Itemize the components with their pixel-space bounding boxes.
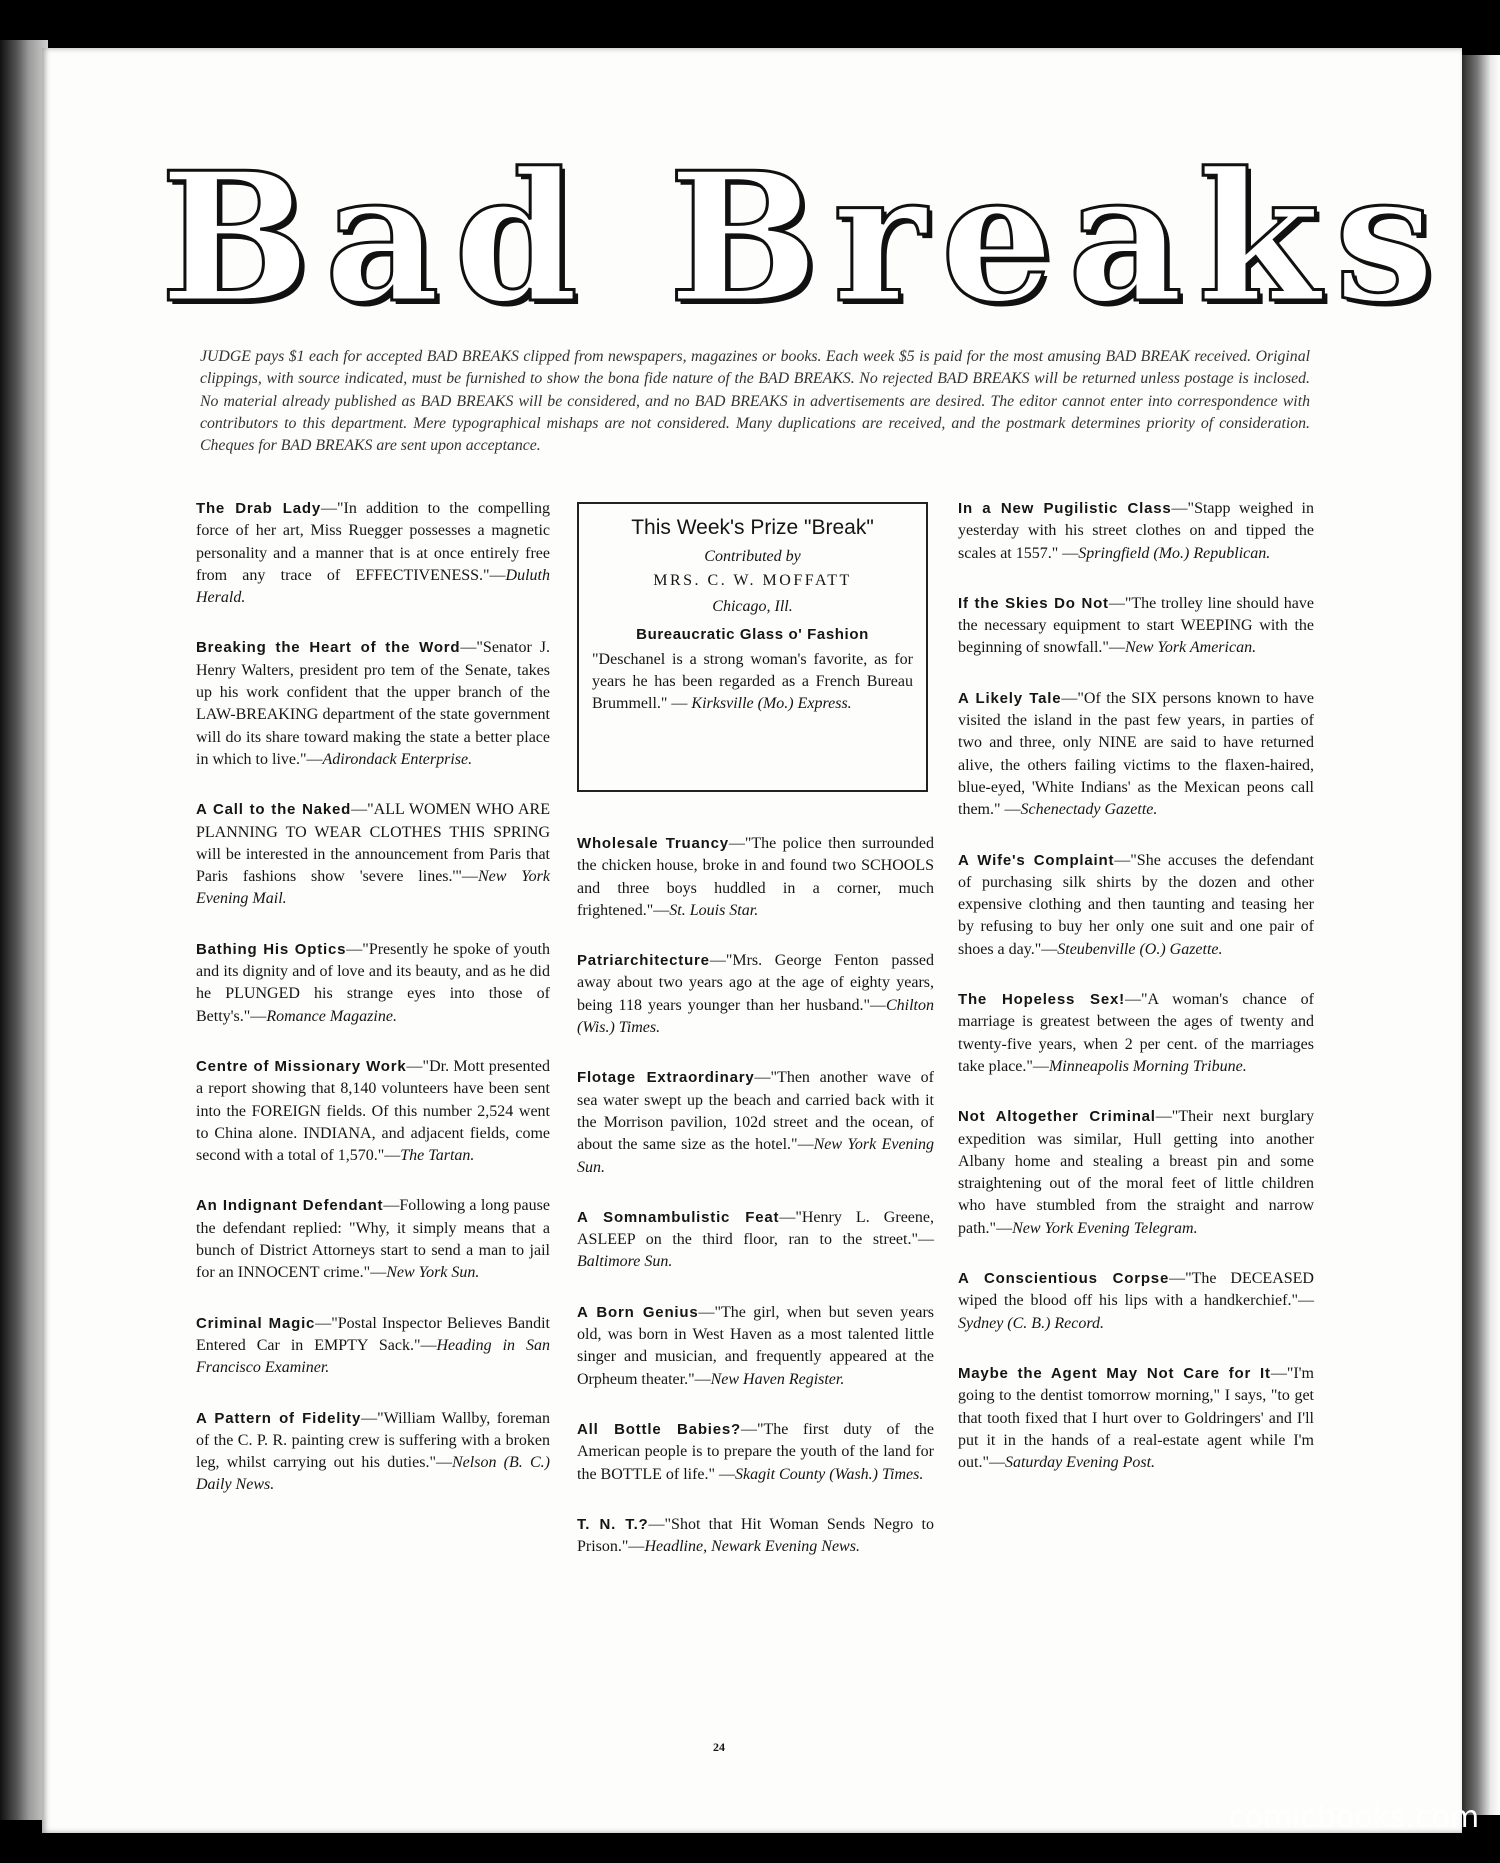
clipping-source: New York American. [1124,639,1257,657]
clipping-source: New York Evening Mail. [196,868,551,908]
clipping-entry [958,1363,1314,1474]
clipping-text: —"William Wallby, foreman of the C. P. R. painting crew is suffering with a broken leg, whilst carrying out his duties."— [196,1409,550,1472]
clipping-heading: Breaking the Heart of the Word [196,639,461,657]
clipping-heading: An Indignant Defendant [196,1197,384,1215]
clipping-text: —Following a long pause the defendant replied: "Why, it simply means that a bunch of District Attorneys start to send a man to jail for an INNOCENT crime."— [196,1197,550,1282]
watermark: comicbooks.com [1228,1800,1480,1835]
clipping-source: Steubenville (O.) Gazette. [1057,940,1223,958]
clipping-entry [958,850,1314,961]
clipping-source: Adirondack Enterprise. [322,750,473,768]
binding-left [0,40,48,1820]
clipping-entry [196,1408,550,1497]
clipping-source: Chilton (Wis.) Times. [577,996,934,1037]
clipping-heading: Wholesale Truancy [577,835,729,852]
clipping-heading: A Call to the Naked [196,801,352,819]
clipping-text: —"She accuses the defendant of purchasing silk shirts by the dozen and other expensive clothing and then taunting and teasing her by refusing to buy her only one suit and one pair of shoes a day."— [958,851,1315,958]
clipping-heading: T. N. T.? [577,1515,649,1533]
clipping-text: —"A woman's chance of marriage is greatest between the ages of twenty and twenty-five years, when 2 per cent. of the marriages take place."— [958,991,1315,1075]
clipping-entry [958,498,1314,565]
clipping-entry [196,637,550,771]
clipping-entry [196,1195,550,1284]
clipping-source: Springfield (Mo.) Republican. [1078,544,1271,562]
clipping-heading: Maybe the Agent May Not Care for It [958,1364,1271,1382]
prize-quote: "Deschanel is a strong woman's favorite, as for years he has been regarded as a French Bureau Brummell." — [592,651,913,712]
clipping-source: The Tartan. [400,1147,475,1165]
prize-source: Kirksville (Mo.) Express. [691,695,852,712]
clipping-source: Skagit County (Wash.) Times. [735,1465,924,1483]
clipping-source: Romance Magazine. [266,1007,397,1025]
prize-title: This Week's Prize "Break" [631,516,874,539]
clipping-heading: A Likely Tale [958,689,1062,707]
clipping-entry [958,989,1314,1078]
clipping-text: —"The trolley line should have the necessary equipment to start WEEPING with the beginning of snowfall."— [958,594,1314,657]
clipping-text: —"The DECEASED wiped the blood off his lips with a handkerchief."— [958,1270,1314,1310]
clipping-source: Sydney (C. B.) Record. [958,1314,1105,1332]
clipping-heading: A Pattern of Fidelity [196,1409,362,1427]
clipping-text: —"Postal Inspector Believes Bandit Entered Car in EMPTY Sack."— [196,1314,550,1354]
binding-right [1462,55,1500,1815]
clipping-entry [577,950,934,1039]
clipping-heading: If the Skies Do Not [958,594,1109,612]
clipping-source: New York Evening Sun. [577,1136,934,1176]
clipping-text: —"Shot that Hit Woman Sends Negro to Prison."— [577,1515,934,1556]
clipping-text: —"Of the SIX persons known to have visited the island in the past few years, in parties of two and three, only NINE are said to have returned alive, the others failing victims to the flaxen-haired, blue-eyed, 'White Indians' as the Mexican peons call them." — [958,689,1315,819]
clipping-heading: The Hopeless Sex! [958,991,1125,1009]
page-title: Bad Breaks [160,133,1449,342]
clipping-heading: The Drab Lady [196,500,321,517]
clipping-text: —"Henry L. Greene, ASLEEP on the third floor, ran to the street."— [577,1208,934,1249]
clipping-heading: A Conscientious Corpse [958,1270,1170,1288]
clipping-source: St. Louis Star. [669,901,759,919]
clipping-entry [196,498,550,609]
clipping-entry [196,1056,550,1167]
clipping-text: —"I'm going to the dentist tomorrow morning," I says, "to get that tooth fixed that I hurt over to Goldringers' and I'll put it in the hands of a real-estate agent while I'm out."— [958,1364,1314,1472]
clipping-source: Saturday Evening Post. [1004,1454,1156,1472]
clipping-text: —"Mrs. George Fenton passed away about two years ago at the age of eighty years, being 118 years younger than her husband."— [577,952,934,1014]
prize-contributed: Contributed by [704,548,801,565]
clipping-text: —"Their next burglary expedition was similar, Hull getting into another Albany home and stealing a breast pin and some straightening out of the moral feet of little children who have stumbled from the straight and narrow path."— [958,1108,1315,1237]
clipping-heading: Criminal Magic [196,1314,316,1332]
clipping-entry [196,799,550,910]
clipping-heading: Centre of Missionary Work [196,1057,407,1075]
clipping-heading: Not Altogether Criminal [958,1108,1156,1126]
column-1 [196,498,550,1525]
clipping-source: New York Evening Telegram. [1012,1219,1198,1237]
column-2 [577,833,934,1586]
clipping-source: Headline, Newark Evening News. [644,1538,860,1556]
page-number: 24 [713,1740,725,1754]
clipping-source: New York Sun. [386,1264,480,1282]
prize-city: Chicago, Ill. [712,598,793,615]
prize-box [577,502,928,792]
clipping-text: —"Then another wave of sea water swept up the beach and carried back with it the Morrison pavilion, 102d street and the ocean, of about the same size as the hotel."— [577,1069,934,1154]
intro-paragraph: JUDGE pays $1 each for accepted BAD BREAKS clipped from newspapers, magazines or books. Each week $5 is paid for the most amusing BAD BREAK received. Original clippings, with source indicated, must be furnished to show the bona fide nature of the BAD BREAKS. No rejected BAD BREAKS will be returned unless postage is inclosed. No material already published as BAD BREAKS will be considered, and no BAD BREAKS in advertisements are desired. The editor cannot enter into correspondence with contributors to this department. Mere typographical mishaps are not considered. Many duplications are received, and the postmark determines priority of consideration. Cheques for BAD BREAKS are sent upon acceptance. [200,348,1310,455]
clipping-heading: A Wife's Complaint [958,851,1115,869]
clipping-source: Baltimore Sun. [577,1253,673,1271]
clipping-source: Minneapolis Morning Tribune. [1048,1057,1247,1075]
clipping-entry [958,1268,1314,1335]
clipping-entry [577,1207,934,1274]
clipping-heading: Patriarchitecture [577,952,710,970]
column-3 [958,498,1314,1502]
clipping-source: Nelson (B. C.) Daily News. [196,1454,551,1494]
clipping-entry [577,1302,934,1391]
clipping-entry [958,688,1314,822]
clipping-entry [577,833,934,922]
clipping-entry [577,1514,934,1559]
clipping-heading: All Bottle Babies? [577,1420,741,1438]
prize-contributor-name: MRS. C. W. MOFFATT [653,572,852,589]
clipping-entry [577,1419,934,1486]
prize-heading: Bureaucratic Glass o' Fashion [636,626,869,643]
clipping-entry [196,1313,550,1380]
clipping-text: —"The girl, when but seven years old, was born in West Haven as a most talented little singer and musician, and frequently appeared at the Orpheum theater."— [577,1303,934,1388]
clipping-heading: In a New Pugilistic Class [958,500,1172,517]
clipping-entry [958,593,1314,660]
clipping-text: —"The police then surrounded the chicken house, broke in and found two SCHOOLS and three boys huddled in a corner, much frightened."— [577,835,935,919]
clipping-entry [577,1067,934,1178]
prize-text [592,649,913,715]
clipping-source: Schenectady Gazette. [1020,801,1158,819]
clipping-source: Heading in San Francisco Examiner. [196,1336,551,1377]
clipping-heading: A Somnambulistic Feat [577,1208,780,1226]
clipping-text: —"Stapp weighed in yesterday with his street clothes on and tipped the scales at 1557." — [958,500,1314,562]
clipping-text: —"The first duty of the American people is to prepare the youth of the land for the BOTTLE of life." — [577,1420,934,1483]
clipping-heading: A Born Genius [577,1303,699,1321]
clipping-source: New Haven Register. [710,1370,845,1388]
clipping-entry [196,939,550,1028]
clipping-text: —"Senator J. Henry Walters, president pro tem of the Senate, takes up his work confident that the upper branch of the LAW-BREAKING department of the state government will do its share toward making the state a better place in which to live."— [196,639,550,768]
clipping-heading: Flotage Extraordinary [577,1069,755,1087]
clipping-text: —"ALL WOMEN WHO ARE PLANNING TO WEAR CLOTHES THIS SPRING will be interested in the announcement from Paris that Paris fashions show 'severe lines.'"— [196,801,550,886]
clipping-entry [958,1106,1314,1240]
clipping-text: —"In addition to the compelling force of her art, Miss Ruegger possesses a magnetic personality and a manner that is at once entirely free from any trace of EFFECTIVENESS."— [196,500,550,584]
clipping-source: Duluth Herald. [196,566,550,607]
clipping-text: —"Presently he spoke of youth and its dignity and of love and its beauty, and as he did he PLUNGED his strange eyes into those of Betty's."— [196,940,550,1025]
clipping-text: —"Dr. Mott presented a report showing that 8,140 volunteers have been sent into the FOREIGN fields. Of this number 2,524 went to China alone. INDIANA, and adjacent fields, come second with a total of 1,570."— [196,1057,551,1165]
clipping-heading: Bathing His Optics [196,940,347,958]
